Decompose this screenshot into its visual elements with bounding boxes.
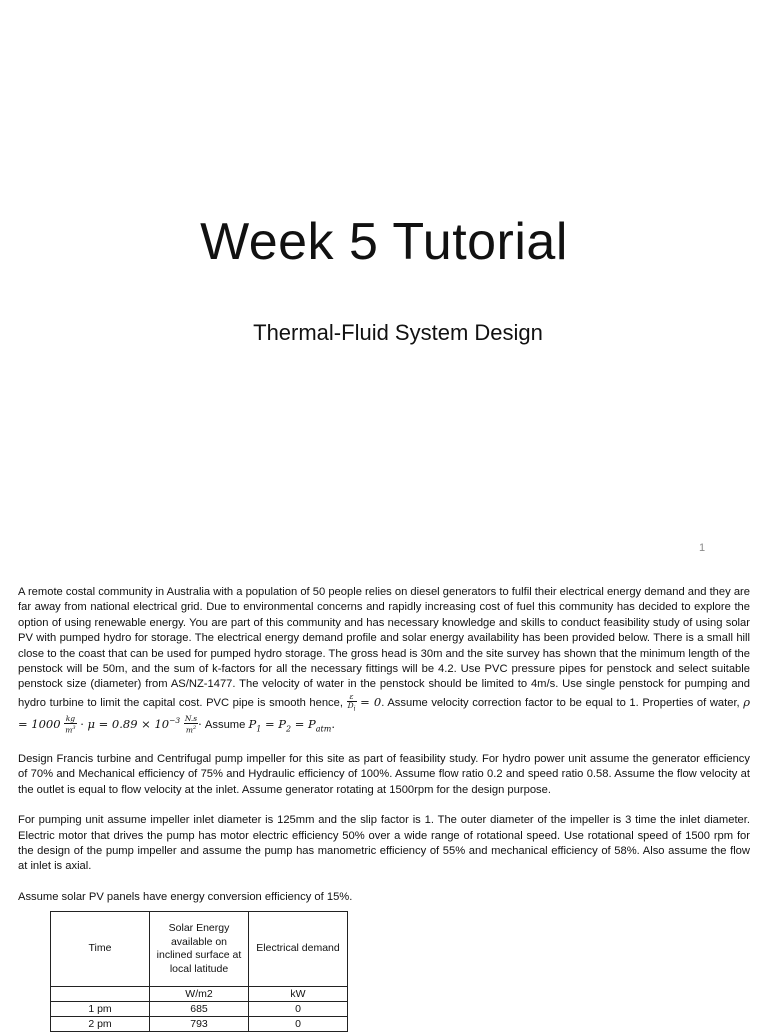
assume-text: Assume	[204, 719, 246, 732]
table-cell: 685	[150, 1002, 249, 1017]
table-cell: 0	[249, 1017, 348, 1032]
slide-number: 1	[699, 542, 706, 554]
unit-cell: kW	[249, 987, 348, 1002]
unit-cell	[51, 987, 150, 1002]
paragraph-pump: For pumping unit assume impeller inlet diameter is 125mm and the slip factor is 1. The outer diameter of the impeller is 3 time the inlet diameter. Electric motor that drives the pump has motor electric efficiency 50% over a wide range of rotational speed. Use rotational speed of 1500 rpm for the design of the pump impeller and assume the pump has manometric efficiency of 55% and mechanical efficiency of 58%. Also assume the flow at inlet is axial.	[18, 814, 750, 873]
paragraph-turbine: Design Francis turbine and Centrifugal pump impeller for this site as part of feasibility study. For hydro power unit assume the generator efficiency of 70% and Mechanical efficiency of 75% and Hydraulic efficiency of 100%. Assume flow ratio 0.2 and speed ratio 0.58. Assume the flow velocity at the outlet is equal to flow velocity at the inlet. Assume generator rotating at 1500rpm for the design purpose.	[18, 752, 750, 796]
slide-title: Week 5 Tutorial	[200, 213, 568, 271]
paragraph-intro	[18, 585, 750, 737]
table-cell: 0	[249, 1002, 348, 1017]
header-solar: Solar Energy available on inclined surface at local latitude	[150, 912, 249, 987]
table-units-row	[51, 987, 348, 1002]
roughness-equation: = 0	[360, 695, 382, 710]
table-cell: 793	[150, 1017, 249, 1032]
table-row	[51, 1017, 348, 1032]
energy-table	[50, 911, 348, 1032]
paragraph-solar: Assume solar PV panels have energy conversion efficiency of 15%.	[18, 890, 353, 903]
roughness-fraction: $\frac{\varepsilon}{D_i}$	[347, 691, 356, 713]
intro-text: A remote costal community in Australia with a population of 50 people relies on diesel generators to fulfil their electrical energy demand and they are far away from national electrical grid. Due to environmental concerns and rapidly increasing cost of fuel this community has decided to explore the option of using renewable energy. You are part of this community and has necessary knowledge and skills to conduct feasibility study of using solar PV with pumped hydro for storage. The electrical energy demand profile and solar energy availability has been provided below. There is a small hill close to the coast that can be used for pumped hydro storage. The gross head is 30m and the site survey has shown that the minimum length of the penstock will be 50m, and the sum of k-factors for all the necessary fittings will be 4.2. Use PVC pressure pipes for penstock and select suitable penstock size (diameter) from AS/NZ-1477. The velocity of water in the penstock should be limited to 4m/s. Use single penstock for pumping and hydro turbine to limit the capital cost. PVC pipe is smooth hence,	[18, 586, 750, 710]
header-time: Time	[51, 912, 150, 987]
table-cell: 2 pm	[51, 1017, 150, 1032]
header-demand: Electrical demand	[249, 912, 348, 987]
table-header-row	[51, 912, 348, 987]
pressure-equation: $P_1 = P_2 = P_{atm}$.	[248, 717, 335, 734]
unit-cell: W/m2	[150, 987, 249, 1002]
problem-statement	[18, 585, 750, 920]
slide-subtitle: Thermal-Fluid System Design	[253, 320, 543, 345]
intro-text-continued: . Assume velocity correction factor to be equal to 1. Properties of water,	[381, 697, 740, 710]
water-properties-equation: ρ = 1000 $\frac{kg}{m^3}$ · $\mu = 0.89 \times 10^{-3}$ $\frac{N.s}{m^2}$ ·	[18, 695, 751, 735]
table-cell: 1 pm	[51, 1002, 150, 1017]
table-row	[51, 1002, 348, 1017]
